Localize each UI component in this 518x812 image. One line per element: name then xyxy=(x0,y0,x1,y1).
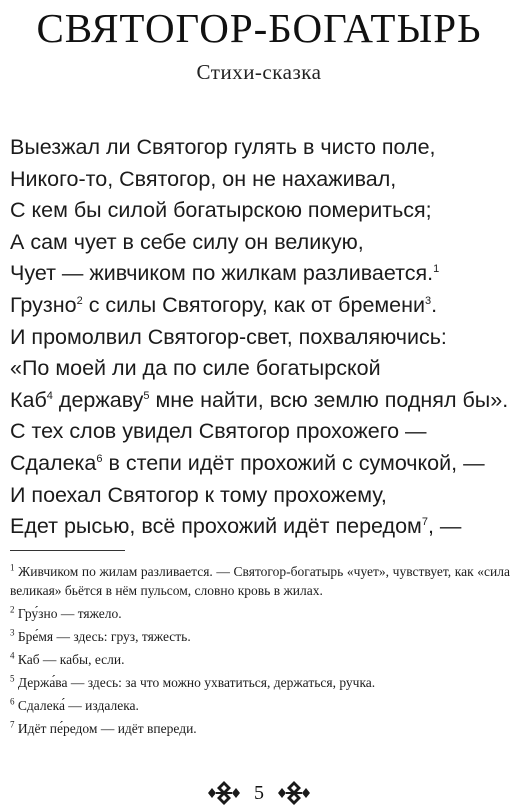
poem-line: Никого-то, Святогор, он не нахаживал, xyxy=(10,166,397,191)
poem-line: А сам чует в себе силу он великую, xyxy=(10,229,364,254)
page-number: 5 xyxy=(254,781,264,804)
poem-line: Едет рысью, всё прохожий идёт передом$^7$, — xyxy=(10,514,462,539)
poem-line: Выезжал ли Святогор гулять в чисто поле, xyxy=(10,135,436,159)
footnote-ref: 6 xyxy=(96,452,103,465)
footnote-item: $^7$ Идёт пе́редом — идёт впереди. xyxy=(10,719,197,736)
footnote-ref: 3 xyxy=(425,294,432,307)
footnote-item: $^2$ Гру́зно — тяжело. xyxy=(10,604,122,621)
footnote-ref: 4 xyxy=(46,389,53,402)
poem-line: Чует — живчиком по жилкам разливается.$^1$ xyxy=(10,261,440,286)
footnote-ref: 5 xyxy=(143,389,150,402)
poem-line: Каб$^4$ державу$^5$ мне найти, всю землю поднял бы». xyxy=(10,387,509,412)
poem-text xyxy=(10,132,515,543)
footnotes xyxy=(10,562,510,742)
footnote-item: $^1$ Живчиком по жилам разливается. — Святогор-богатырь «чует», чувствует, как «сила великая» бьётся в нём пульсом, словно кровь в жилах. xyxy=(10,562,510,598)
poem-line: И поехал Святогор к тому прохожему, xyxy=(10,482,387,507)
poem-line: С кем бы силой богатырскою помериться; xyxy=(10,198,432,223)
footnote-item: $^6$ Сдалека́ — издалека. xyxy=(10,696,139,713)
folk-ornament-icon xyxy=(276,780,312,806)
footnote-ref: 2 xyxy=(76,294,83,307)
poem-line: Грузно$^2$ с силы Святогору, как от бремени$^3$. xyxy=(10,292,438,317)
footnote-item: $^3$ Бре́мя — здесь: груз, тяжесть. xyxy=(10,627,191,644)
footnote-ref: 1 xyxy=(433,263,440,276)
page-subtitle: Стихи-сказка xyxy=(196,60,322,84)
footnote-ref: 7 xyxy=(421,515,428,528)
footnote-divider xyxy=(10,550,125,551)
poem-line: «По моей ли да по силе богатырской xyxy=(10,356,381,381)
footnote-item: $^4$ Каб — кабы, если. xyxy=(10,650,125,667)
poem-line: С тех слов увидел Святогор прохожего — xyxy=(10,419,427,444)
poem-line: И промолвил Святогор-свет, похваляючись: xyxy=(10,324,447,349)
page-footer xyxy=(0,778,518,808)
footnote-item: $^5$ Держа́ва — здесь: за что можно ухватиться, держаться, ручка. xyxy=(10,673,376,690)
poem-line: Сдалека$^6$ в степи идёт прохожий с сумочкой, — xyxy=(10,450,485,475)
folk-ornament-icon xyxy=(206,780,242,806)
page-title: СВЯТОГОР-БОГАТЫРЬ xyxy=(36,5,482,51)
